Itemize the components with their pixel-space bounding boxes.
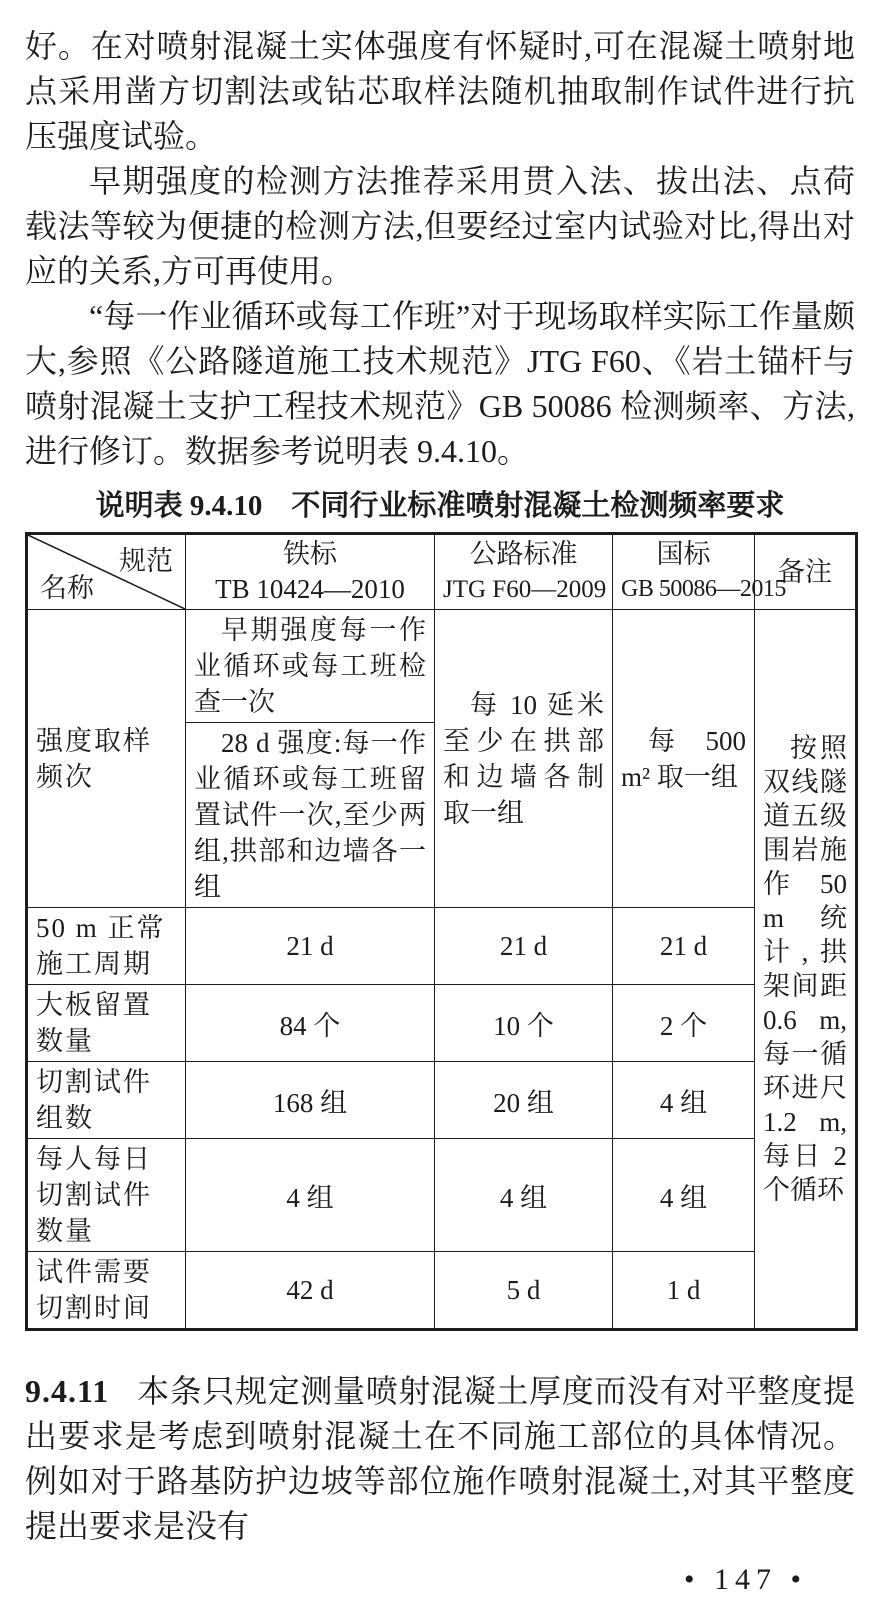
table-row-slab-quantity [27,985,857,1062]
column-header-highway [435,534,613,610]
cell-remark: 按照双线隧道五级围岩施作 50 m 统计,拱架间距 0.6 m,每一循环进尺 1.2 m,每日 2 个循环 [755,610,857,1330]
cell-highway-value: 5 d [435,1252,613,1330]
column-header-national-name: 国标 [656,539,711,569]
table-row-cut-specimen-groups [27,1062,857,1139]
cell-national-value: 4 组 [613,1062,755,1139]
paragraph-text: 好。在对喷射混凝土实体强度有怀疑时,可在混凝土喷射地点采用凿方切割法或钻芯取样法随机抽取制作试件进行抗压强度试验。 [25,28,855,154]
column-header-railway-code: TB 10424—2010 [215,574,405,604]
cell-railway-value: 4 组 [186,1139,435,1252]
paragraph-sampling-cycle [25,294,855,474]
table-row-daily-cut-per-person [27,1139,857,1252]
cell-highway-value: 10 个 [435,985,613,1062]
page-number: • 147 • [683,1563,807,1596]
column-header-railway-name: 铁标 [283,539,337,569]
cell-railway-value: 42 d [186,1252,435,1330]
table-caption-title: 不同行业标准喷射混凝土检测频率要求 [291,490,785,522]
corner-label-name: 名称 [40,573,94,603]
cell-national-value: 1 d [613,1252,755,1330]
section-text: 本条只规定测量喷射混凝土厚度而没有对平整度提出要求是考虑到喷射混凝土在不同施工部位的具体情况。例如对于路基防护边坡等部位施作喷射混凝土,对其平整度提出要求是没有 [25,1373,855,1544]
row-label: 每人每日切割试件数量 [27,1139,186,1252]
table-row-cutting-time [27,1252,857,1330]
cell-railway-early-strength: 早期强度每一作业循环或每工班检查一次 [186,610,435,723]
row-label-sampling-frequency: 强度取样频次 [27,610,186,908]
cell-railway-value: 84 个 [186,985,435,1062]
paragraph-continuation [25,24,855,159]
cell-highway-value: 21 d [435,908,613,985]
table-row-sampling-frequency [27,610,857,723]
cell-railway-28d-strength: 28 d 强度:每一作业循环或每工班留置试件一次,至少两组,拱部和边墙各一组 [186,723,435,908]
row-label: 大板留置数量 [27,985,186,1062]
column-header-remark: 备注 [755,534,857,610]
cell-railway-value: 168 组 [186,1062,435,1139]
row-label: 试件需要切割时间 [27,1252,186,1330]
cell-highway-sampling: 每 10 延米至少在拱部和边墙各制取一组 [435,610,613,908]
cell-national-value: 4 组 [613,1139,755,1252]
table-caption [25,488,855,524]
row-label: 50 m 正常施工周期 [27,908,186,985]
table-row-construction-cycle [27,908,857,985]
section-number: 9.4.11 [25,1373,110,1409]
cell-railway-value: 21 d [186,908,435,985]
table-header-row [27,534,857,610]
cell-national-value: 21 d [613,908,755,985]
column-header-national [613,534,786,610]
paragraph-section-9-4-11 [25,1369,855,1549]
column-header-highway-code: JTG F60—2009 [443,576,607,603]
table-caption-number: 说明表 9.4.10 [95,490,263,522]
corner-cell [27,534,186,610]
cell-national-value: 2 个 [613,985,755,1062]
paragraph-text: “每一作业循环或每工作班”对于现场取样实际工作量颇大,参照《公路隧道施工技术规范》JTG F60、《岩土锚杆与喷射混凝土支护工程技术规范》GB 50086 检测频率、方法,进行修订。数据参考说明表 9.4.10。 [25,298,855,469]
cell-highway-value: 4 组 [435,1139,613,1252]
paragraph-early-strength [25,159,855,294]
column-header-national-code: GB 50086—2015 [621,576,786,602]
cell-highway-value: 20 组 [435,1062,613,1139]
paragraph-text: 早期强度的检测方法推荐采用贯入法、拔出法、点荷载法等较为便捷的检测方法,但要经过室内试验对比,得出对应的关系,方可再使用。 [25,163,855,289]
row-label: 切割试件组数 [27,1062,186,1139]
spec-table [25,532,858,1331]
corner-label-standard: 规范 [119,546,173,576]
column-header-railway [186,534,435,610]
cell-national-sampling: 每 500 m² 取一组 [613,610,755,908]
column-header-highway-name: 公路标准 [469,539,578,569]
